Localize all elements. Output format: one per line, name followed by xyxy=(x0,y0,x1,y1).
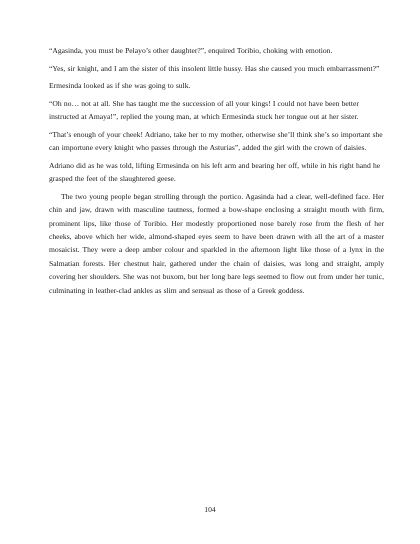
paragraph-dialogue-2: “Yes, sir knight, and I am the sister of this insolent little hussy. Has she caused you much embarrassment?” xyxy=(49,63,380,73)
paragraph-narration-2: Adriano did as he was told, lifting Ermesinda on his left arm and bearing her off, while in his right hand he grasped the feet of the slaughtered geese. xyxy=(49,160,381,184)
paragraph-dialogue-4: “That’s enough of your cheek! Adriano, take her to my mother, otherwise she’ll think she’s so important she can importune every knight who passes through the Asturias”, added the girl with the crown of daisies. xyxy=(49,129,383,153)
page-number: 104 xyxy=(204,505,216,514)
paragraph-description: The two young people began strolling through the portico. Agasinda had a clear, well-defined face. Her chin and jaw, drawn with masculine tautness, formed a bow-shape enclosing a straight mouth with firm, prominent lips, like those of Toribio. Her modestly proportioned nose barely rose from the flesh of her cheeks, above which her wide, almond-shaped eyes seem to have been drawn with all the art of a master mosaicist. They were a deep amber colour and sparkled in the afternoon light like those of a lynx in the Salmatian forests. Her chestnut hair, gathered under the chain of daisies, was long and straight, amply covering her shoulders. She was not buxom, but her long bare legs seemed to flow out from under her tunic, culminating in leather-clad ankles as slim and sensual as those of a Greek goddess. xyxy=(49,191,384,295)
body-text xyxy=(49,44,384,301)
paragraph-narration-1: Ermesinda looked as if she was going to sulk. xyxy=(49,81,191,91)
paragraph-dialogue-1: “Agasinda, you must be Pelayo’s other daughter?”, enquired Toribio, choking with emotion. xyxy=(49,46,333,55)
paragraph-dialogue-3: “Oh no… not at all. She has taught me the succession of all your kings! I could not have been better instructed at Amaya!”, replied the young man, at which Ermesinda stuck her tongue out at her sister. xyxy=(49,98,359,122)
